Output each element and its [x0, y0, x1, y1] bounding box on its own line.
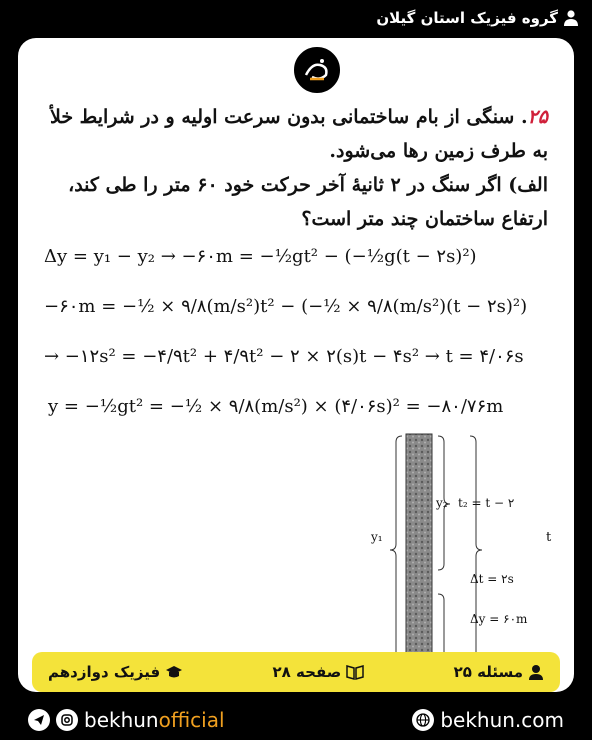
logo-icon: [302, 55, 332, 85]
problem-line-2: به طرف زمین رها می‌شود.: [329, 140, 548, 162]
equation-1: Δy = y₁ − y₂ → −۶۰m = −½gt² − (−½g(t − ۲s)²): [44, 246, 477, 267]
building-column: [406, 434, 432, 668]
problem-number: ۲۵: [527, 106, 548, 128]
website-link[interactable]: [412, 708, 564, 732]
footer-page-label: صفحه ۲۸: [272, 663, 342, 681]
social-handle[interactable]: [28, 708, 225, 732]
footer-book: [48, 663, 183, 681]
figure-t-label: t: [546, 530, 552, 545]
figure-dy-label: Δy = ۶۰m: [470, 612, 528, 626]
open-book-icon: [346, 664, 364, 680]
bekhun-logo: [291, 44, 343, 96]
building-diagram: [366, 426, 556, 686]
figure-dt-label: Δt = ۲s: [470, 572, 514, 586]
figure-t2-label: t₂ = t − ۲: [458, 496, 515, 510]
telegram-icon: [28, 709, 50, 731]
student-icon: [528, 664, 544, 680]
handle-suffix: official: [158, 708, 225, 732]
instagram-icon: [56, 709, 78, 731]
globe-icon: [412, 709, 434, 731]
figure-y2-label: y₂: [436, 496, 448, 510]
handle-prefix: bekhun: [84, 708, 159, 732]
problem-text: ۲۵. سنگی از بام ساختمانی بدون سرعت اولیه و در شرایط خلأ به طرف زمین رها می‌شود. الف) اگر سنگ در ۲ ثانیهٔ آخر حرکت خود ۶۰ متر را طی کند، ارتفاع ساختمان چند متر است؟: [28, 100, 548, 236]
equation-2: −۶۰m = −½ × ۹/۸(m/s²)t² − (−½ × ۹/۸(m/s²)(t − ۲s)²): [44, 296, 528, 317]
group-title: گروه فیزیک استان گیلان: [376, 9, 558, 27]
footer-page: [273, 663, 365, 681]
footer-book-label: فیزیک دوازدهم: [48, 663, 161, 681]
website-url: bekhun.com: [440, 708, 564, 732]
user-icon: [564, 10, 578, 26]
problem-line-4: ارتفاع ساختمان چند متر است؟: [301, 208, 548, 230]
equation-4: y = −½gt² = −½ × ۹/۸(m/s²) × (۴/۰۶s)² = −۸۰/۷۶m: [48, 396, 504, 417]
content-card: [18, 38, 574, 692]
graduation-cap-icon: [165, 664, 183, 680]
figure-y1-label: y₁: [371, 530, 383, 544]
equation-3: → −۱۲s² = −۴/۹t² + ۴/۹t² − ۲ × ۲(s)t − ۴s² → t = ۴/۰۶s: [44, 346, 524, 367]
top-header: [0, 0, 592, 36]
problem-line-3: الف) اگر سنگ در ۲ ثانیهٔ آخر حرکت خود ۶۰ متر را طی کند،: [68, 174, 548, 196]
info-footer: [32, 652, 560, 692]
bottom-bar: [0, 700, 592, 740]
problem-line-1: سنگی از بام ساختمانی بدون سرعت اولیه و در شرایط خلأ: [49, 106, 515, 128]
footer-problem-label: مسئله ۲۵: [453, 663, 523, 681]
footer-problem: [454, 663, 544, 681]
